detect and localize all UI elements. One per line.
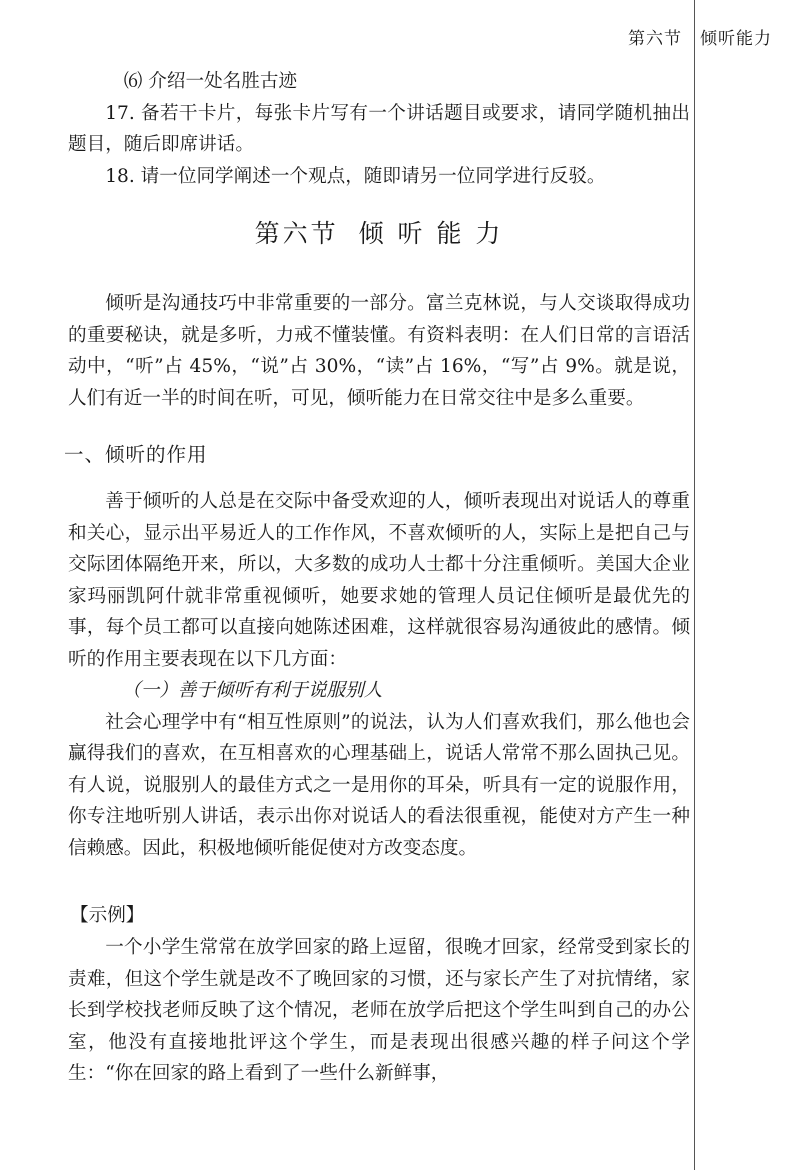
page-body <box>64 66 690 1090</box>
running-header <box>628 24 772 49</box>
section-title-name: 倾 听 能 力 <box>358 219 504 248</box>
heading-level-2: （一）善于倾听有利于说服别人 <box>122 680 383 701</box>
example-paragraph: 一个小学生常常在放学回家的路上逗留，很晚才回家，经常受到家长的责难，但这个学生就是改不了晚回家的习惯，还与家长产生了对抗情绪，家长到学校找老师反映了这个情况，老师在放学后把这个学生叫到自己的办公室，他没有直接地批评这个学生，而是表现出很感兴趣的样子问这个学生：“你在回家的路上看到了一些什么新鲜事， <box>68 937 690 1084</box>
header-chapter-title: 倾听能力 <box>700 29 772 49</box>
heading-level-1: 一、倾听的作用 <box>64 443 208 466</box>
intro-paragraph: 倾听是沟通技巧中非常重要的一部分。富兰克林说，与人交谈取得成功的重要秘诀，就是多听，力戒不懂装懂。有资料表明：在人们日常的言语活动中，“听”占 45%，“说”占 30%，“读”占 16%，“写”占 9%。就是说，人们有近一半的时间在听，可见，倾听能力在日常交往中是多么重要。 <box>68 293 690 409</box>
list-item-6: ⑹ 介绍一处名胜古迹 <box>123 71 298 92</box>
list-item-18: 18. 请一位同学阐述一个观点，随即请另一位同学进行反驳。 <box>105 165 606 187</box>
example-label: 【示例】 <box>70 905 145 926</box>
list-item-17: 17. 备若干卡片，每张卡片写有一个讲话题目或要求，请同学随机抽出题目，随后即席讲话。 <box>68 102 690 155</box>
page-margin-rule <box>694 0 695 1170</box>
paragraph-role-of-listening: 善于倾听的人总是在交际中备受欢迎的人，倾听表现出对说话人的尊重和关心，显示出平易近人的工作作风，不喜欢倾听的人，实际上是把自己与交际团体隔绝开来，所以，大多数的成功人士都十分注重倾听。美国大企业家玛丽凯阿什就非常重视倾听，她要求她的管理人员记住倾听是最优先的事，每个员工都可以直接向她陈述困难，这样就很容易沟通彼此的感情。倾听的作用主要表现在以下几方面： <box>68 491 690 670</box>
header-section: 第六节 <box>628 29 682 49</box>
section-title-label: 第六节 <box>254 219 339 248</box>
paragraph-persuasion: 社会心理学中有“相互性原则”的说法，认为人们喜欢我们，那么他也会赢得我们的喜欢，在互相喜欢的心理基础上，说话人常常不那么固执己见。有人说，说服别人的最佳方式之一是用你的耳朵，听具有一定的说服作用，你专注地听别人讲话，表示出你对说话人的看法很重视，能使对方产生一种信赖感。因此，积极地倾听能促使对方改变态度。 <box>68 711 690 859</box>
section-title <box>68 214 690 254</box>
